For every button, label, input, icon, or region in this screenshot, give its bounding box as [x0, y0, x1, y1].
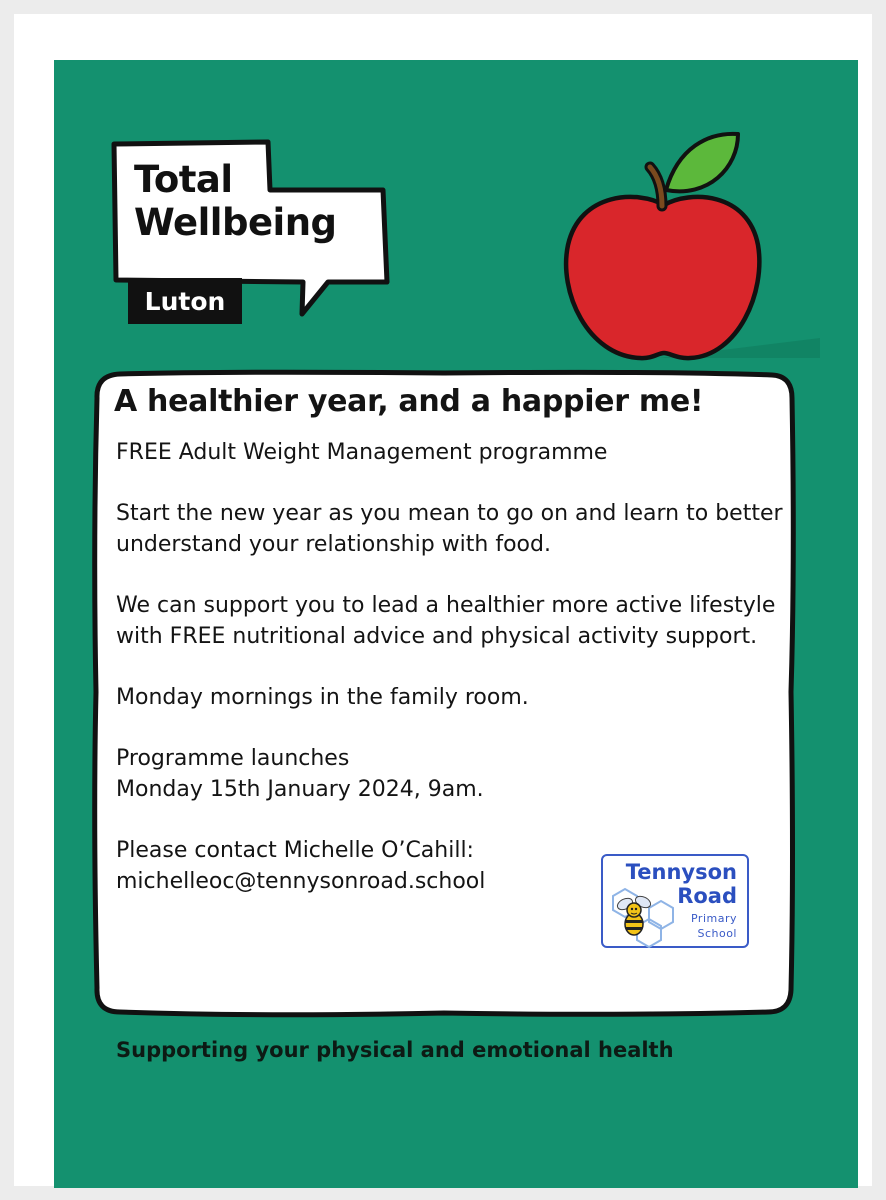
footer-tagline: Supporting your physical and emotional health: [116, 1038, 674, 1062]
school-logo: [601, 854, 749, 948]
school-name-line2: Road: [677, 884, 737, 908]
launch-paragraph: [116, 743, 796, 805]
schedule-paragraph: Monday mornings in the family room.: [116, 685, 529, 710]
launch-line1: Programme launches: [116, 746, 350, 771]
logo-subtitle: Luton: [128, 278, 242, 324]
programme-title: FREE Adult Weight Management programme: [116, 440, 608, 465]
headline: A healthier year, and a happier me!: [114, 384, 704, 419]
intro-paragraph: Start the new year as you mean to go on and learn to better understand your relationship with food.: [116, 501, 783, 557]
school-type-line2: School: [697, 927, 737, 940]
contact-line1: Please contact Michelle O’Cahill:: [116, 838, 474, 863]
logo-title-line1: Total: [134, 158, 233, 201]
support-paragraph: We can support you to lead a healthier more active lifestyle with FREE nutritional advice and physical activity support.: [116, 593, 776, 649]
contact-email: michelleoc@tennysonroad.school: [116, 869, 486, 894]
launch-line2: Monday 15th January 2024, 9am.: [116, 777, 484, 802]
school-type-line1: Primary: [690, 912, 737, 925]
apple-icon: [540, 120, 820, 380]
logo-title-line2: Wellbeing: [134, 201, 337, 245]
card-content: [116, 382, 796, 927]
school-name-line1: Tennyson: [625, 860, 737, 884]
logo-title: [134, 158, 337, 245]
